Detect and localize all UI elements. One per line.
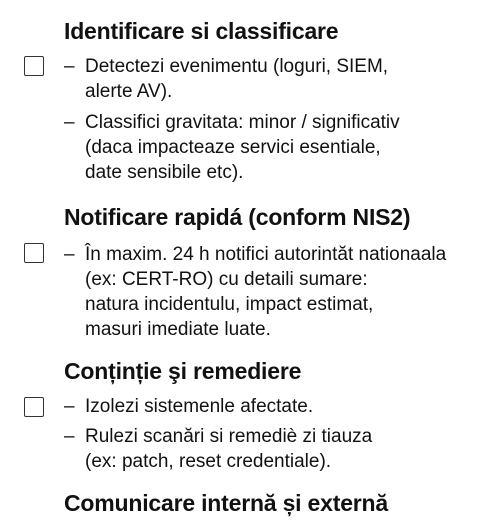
bullet-line: Detectezi evenimentu (loguri, SIEM, — [85, 56, 389, 77]
bullet-line: masuri imediate luate. — [85, 319, 271, 340]
bullet-line: alerte AV). — [85, 81, 173, 102]
checkbox-identification[interactable] — [24, 56, 44, 76]
bullet-line: În maxim. 24 h notifici autorintăt nationaala — [85, 244, 447, 265]
section-heading: Conținție şi remediere — [64, 358, 302, 384]
bullet-dash: – — [64, 244, 75, 265]
bullet-line: date sensibile etc). — [85, 162, 244, 183]
bullet-line: (daca impacteaze servici esentiale, — [85, 137, 381, 158]
checkbox-notification[interactable] — [24, 243, 44, 263]
section-heading: Notificare rapidá (conform NIS2) — [64, 204, 411, 230]
section-heading: Comunicare internă și externă — [64, 490, 388, 516]
bullet-dash: – — [64, 396, 75, 417]
bullet-line: (ex: patch, reset credentiale). — [85, 451, 332, 472]
bullet-line: natura incidentulu, impact estimat, — [85, 294, 374, 315]
bullet-dash: – — [64, 426, 75, 447]
section-heading: Identificare si classificare — [64, 18, 339, 44]
bullet-line: (ex: CERT-RO) cu detaili sumare: — [85, 269, 368, 290]
bullet-line: Izolezi sistemenle afectate. — [85, 396, 314, 417]
bullet-line: Rulezi scanări si remediè zi tiauza — [85, 426, 373, 447]
checkbox-containment[interactable] — [24, 397, 44, 417]
bullet-dash: – — [64, 56, 75, 77]
bullet-line: Classifici gravitata: minor / significativ — [85, 112, 400, 133]
bullet-dash: – — [64, 112, 75, 133]
